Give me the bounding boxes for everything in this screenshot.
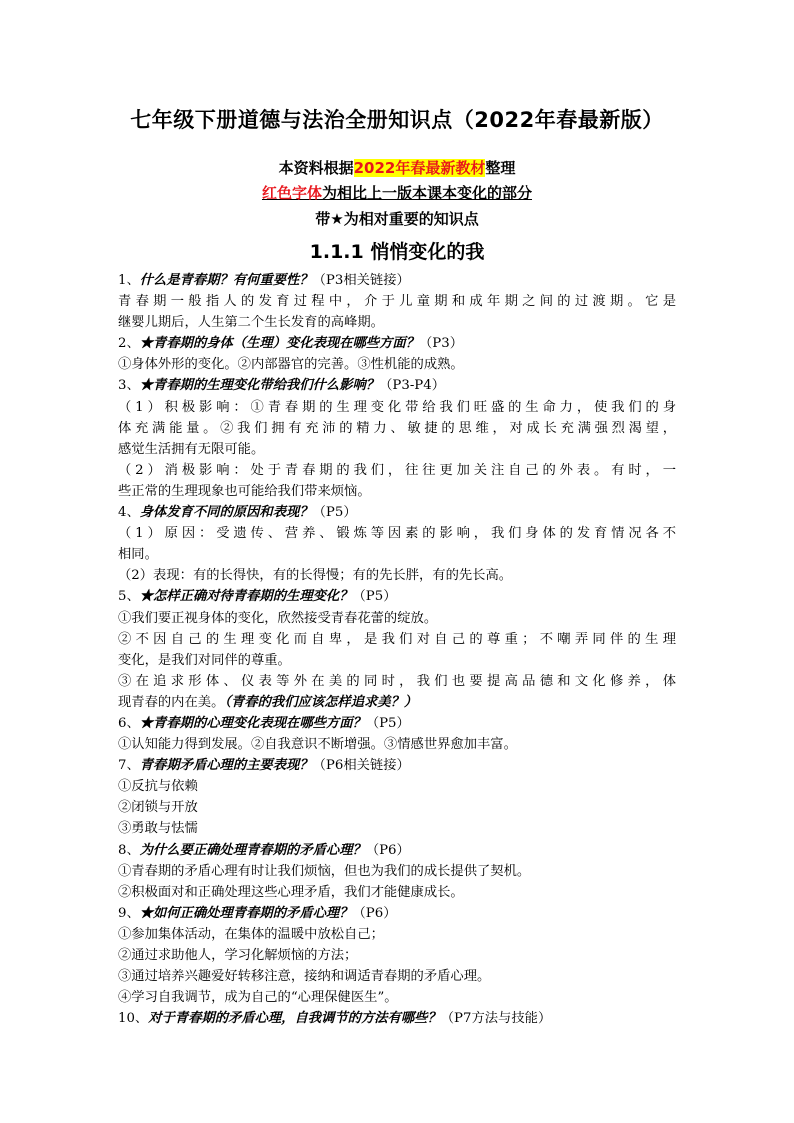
question-heading <box>118 903 676 924</box>
question-text: ★青春期的心理变化表现在哪些方面？ <box>139 715 366 731</box>
answer-line: 感觉生活拥有无限可能。 <box>118 441 265 457</box>
page-reference: （P3相关链接） <box>312 273 410 288</box>
question-number: 6、 <box>118 715 140 731</box>
question-text: ★怎样正确对待青春期的生理变化？ <box>139 589 353 605</box>
answer-line: ③在追求形体、仪表等外在美的同时，我们也要提高品德和文化修养，体 <box>118 673 676 689</box>
answer-line: ①我们要正视身体的变化，欣然接受青春花蕾的绽放。 <box>118 610 438 626</box>
question-heading <box>118 1008 676 1029</box>
question-text: 对于青春期的矛盾心理，自我调节的方法有哪些？ <box>148 1011 441 1027</box>
question-heading <box>118 755 676 776</box>
answer-line: 些正常的生理现象也可能给我们带来烦恼。 <box>118 483 371 499</box>
answer-line: 变化，是我们对同伴的尊重。 <box>118 652 291 668</box>
answer-line: ②积极面对和正确处理这些心理矛盾，我们才能健康成长。 <box>118 884 464 900</box>
red-note-text: 为相比上一版本课本变化的部分 <box>322 184 533 202</box>
question-heading <box>118 502 676 523</box>
highlight-year: 2022 <box>353 159 396 177</box>
question-text: 身体发育不同的原因和表现？ <box>139 505 313 521</box>
answer-line: ③通过培养兴趣爱好转移注意，接纳和调适青春期的矛盾心理。 <box>118 969 491 985</box>
bold-question-note: （青春的我们应该怎样追求美？） <box>224 694 418 710</box>
subtitle-red-note <box>0 182 794 203</box>
answer-line: ①认知能力得到发展。②自我意识不断增强。③情感世界愈加丰富。 <box>118 737 517 753</box>
section-title: 1.1.1 悄悄变化的我 <box>309 241 485 263</box>
page-reference: （P3-P4） <box>379 378 446 394</box>
question-heading <box>118 375 676 396</box>
red-font-label: 红色字体 <box>261 184 322 202</box>
question-number: 1、 <box>118 273 140 288</box>
question-number: 4、 <box>118 505 140 521</box>
question-text: ★青春期的生理变化带给我们什么影响？ <box>139 378 380 394</box>
question-text: 什么是青春期？有何重要性？ <box>139 273 313 288</box>
answer-line: （1）原因：受遗传、营养、锻炼等因素的影响，我们身体的发育情况各不 <box>118 526 676 542</box>
question-heading <box>118 840 676 861</box>
answer-line: ②闭锁与开放 <box>118 800 198 816</box>
subtitle-source-note <box>0 157 794 178</box>
page-reference: （P6） <box>365 842 410 858</box>
page-reference: （P6相关链接） <box>312 758 410 774</box>
question-heading <box>118 586 676 607</box>
page-reference: （P6） <box>352 905 397 921</box>
answer-line: 相同。 <box>118 547 158 563</box>
answer-line: ④学习自我调节，成为自己的“心理保健医生”。 <box>118 990 398 1006</box>
question-heading <box>118 713 676 734</box>
question-number: 9、 <box>118 905 140 921</box>
page-reference: （P5） <box>312 505 357 521</box>
page-reference: （P5） <box>352 589 397 605</box>
question-text: 为什么要正确处理青春期的矛盾心理？ <box>139 842 366 858</box>
subtitle-pre: 本资料根据 <box>278 159 354 177</box>
question-heading <box>118 333 676 354</box>
subtitle-post: 整理 <box>485 159 516 177</box>
page-reference: （P5） <box>365 715 410 731</box>
question-heading <box>118 270 676 291</box>
content-body <box>118 270 676 1029</box>
answer-line: ①参加集体活动，在集体的温暖中放松自己； <box>118 926 384 942</box>
answer-line: （2）消极影响：处于青春期的我们，往往更加关注自己的外表。有时，一 <box>118 462 676 478</box>
document-title: 七年级下册道德与法治全册知识点（2022年春最新版） <box>130 108 664 132</box>
answer-line: （2）表现：有的长得快，有的长得慢；有的先长胖，有的先长高。 <box>118 568 513 584</box>
answer-line: 继婴儿期后，人生第二个生长发育的高峰期。 <box>118 315 384 331</box>
question-number: 8、 <box>118 842 140 858</box>
answer-line: （1）积极影响：①青春期的生理变化带给我们旺盛的生命力，使我们的身 <box>118 399 676 415</box>
answer-line: ②通过求助他人，学习化解烦恼的方法； <box>118 948 358 963</box>
answer-line: 体充满能量。②我们拥有充沛的精力、敏捷的思维，对成长充满强烈渴望， <box>118 420 676 436</box>
page-reference: （P7方法与技能） <box>440 1011 552 1027</box>
page-reference: （P3） <box>419 336 464 352</box>
question-text: ★青春期的身体（生理）变化表现在哪些方面？ <box>139 336 419 352</box>
answer-line: ②不因自己的生理变化而自卑，是我们对自己的尊重；不嘲弄同伴的生理 <box>118 631 676 647</box>
answer-line: ③勇敢与怯懦 <box>118 821 198 837</box>
question-number: 3、 <box>118 378 140 394</box>
question-text: ★如何正确处理青春期的矛盾心理？ <box>139 905 353 921</box>
highlight-textbook: 年春最新教材 <box>395 159 486 177</box>
answer-line <box>118 692 676 713</box>
answer-line: ①身体外形的变化。②内部器官的完善。③性机能的成熟。 <box>118 357 464 373</box>
answer-line: ①青春期的矛盾心理有时让我们烦恼，但也为我们的成长提供了契机。 <box>118 863 531 879</box>
question-number: 7、 <box>118 758 140 774</box>
answer-line: ①反抗与依赖 <box>118 779 198 795</box>
question-number: 5、 <box>118 589 140 605</box>
question-number: 10、 <box>118 1011 149 1027</box>
question-text: 青春期矛盾心理的主要表现？ <box>139 758 313 774</box>
answer-text: 现青春的内在美。 <box>118 694 225 710</box>
question-number: 2、 <box>118 336 140 352</box>
subtitle-star-note: 带★为相对重要的知识点 <box>315 210 479 228</box>
answer-line: 青春期一般指人的发育过程中，介于儿童期和成年期之间的过渡期。它是 <box>118 294 676 310</box>
